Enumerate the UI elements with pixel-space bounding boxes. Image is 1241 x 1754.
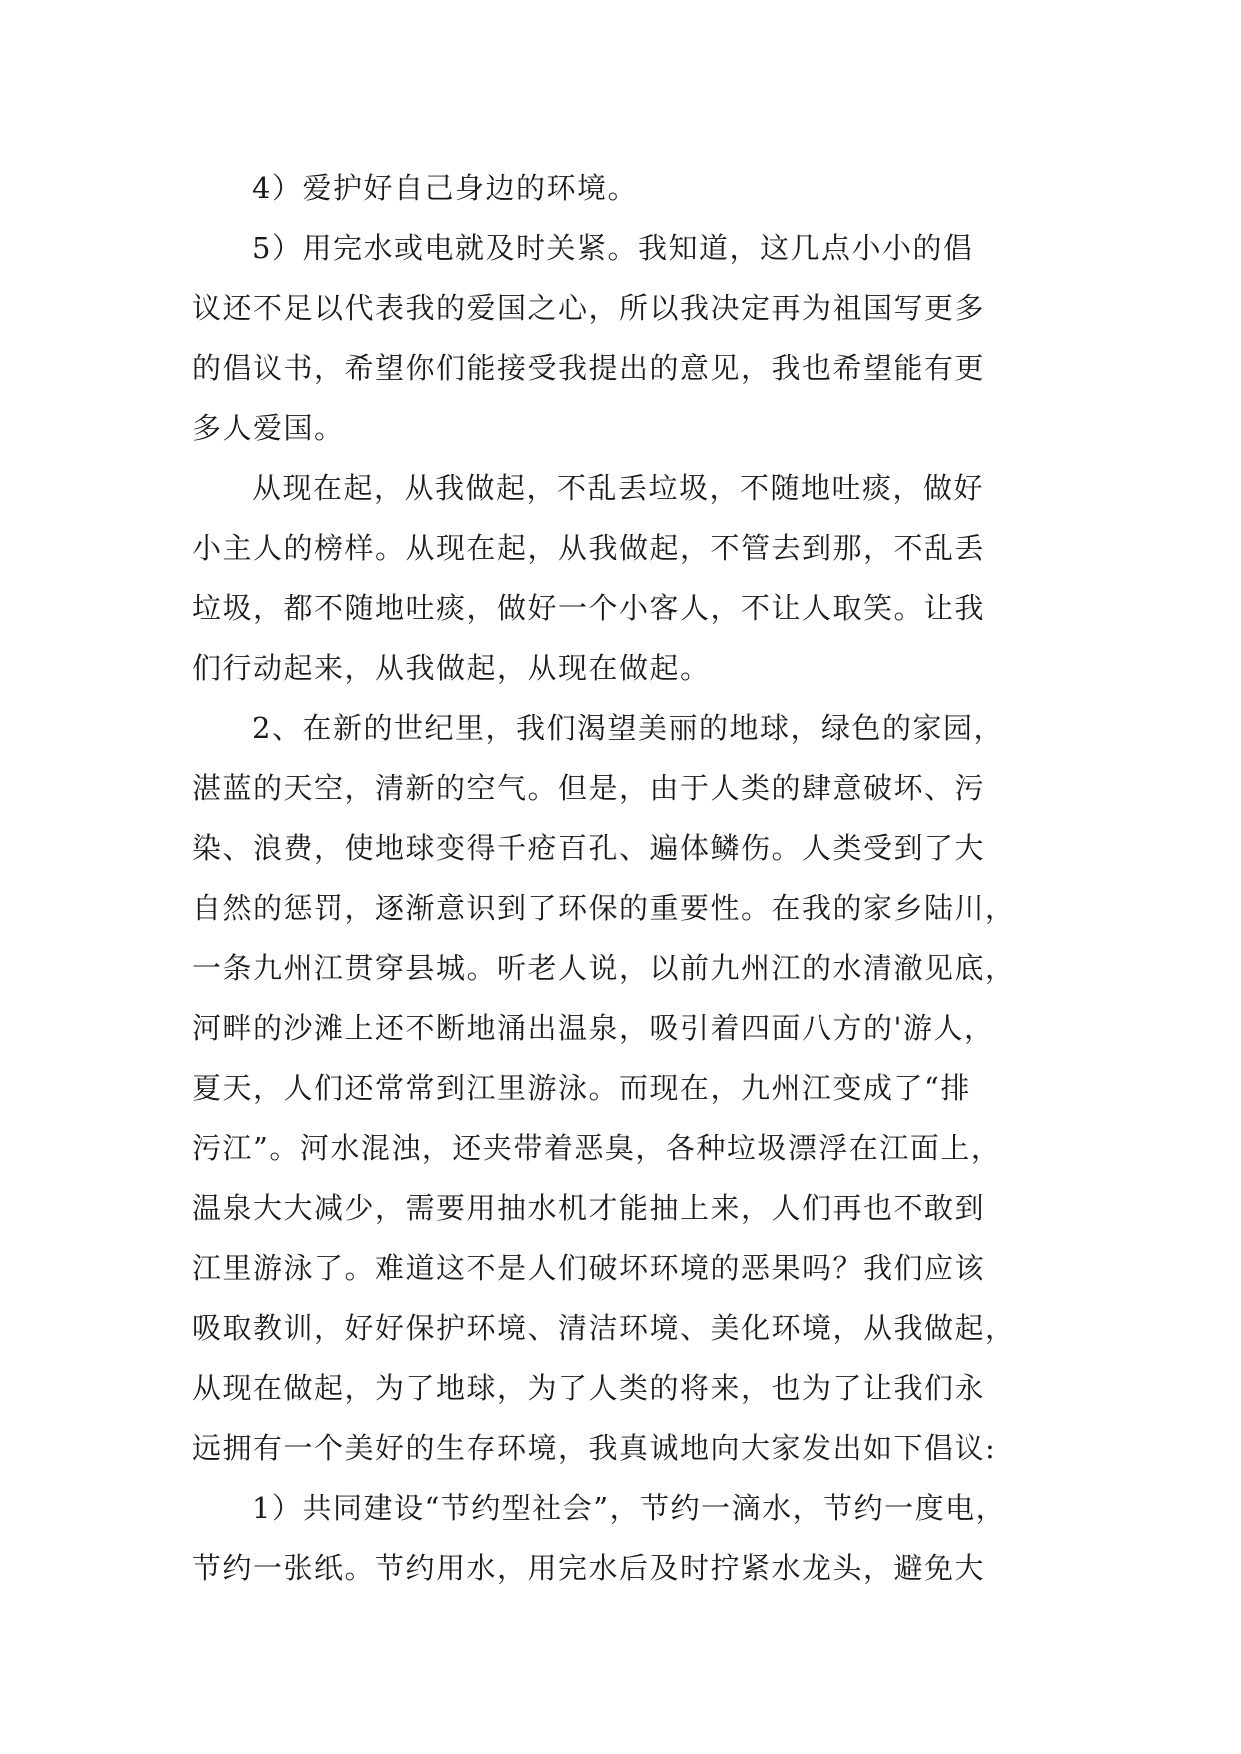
text-line: 节约一张纸。节约用水，用完水后及时拧紧水龙头，避免大 — [192, 1551, 986, 1585]
text-line: 污江”。河水混浊，还夹带着恶臭，各种垃圾漂浮在江面上， — [192, 1131, 1002, 1165]
text-line: 5）用完水或电就及时关紧。我知道，这几点小小的倡 — [252, 231, 974, 265]
text-line: 远拥有一个美好的生存环境，我真诚地向大家发出如下倡议: — [192, 1431, 997, 1465]
text-line: 小主人的榜样。从现在起，从我做起，不管去到那，不乱丢 — [192, 531, 986, 565]
text-line: 夏天，人们还常常到江里游泳。而现在，九州江变成了“排 — [192, 1071, 971, 1105]
text-line: 从现在做起，为了地球，为了人类的将来，也为了让我们永 — [192, 1371, 986, 1405]
text-line: 垃圾，都不随地吐痰，做好一个小客人，不让人取笑。让我 — [192, 591, 986, 625]
text-line: 自然的惩罚，逐渐意识到了环保的重要性。在我的家乡陆川， — [192, 891, 1016, 925]
text-line: 们行动起来，从我做起，从现在做起。 — [192, 651, 711, 685]
text-line: 从现在起，从我做起，不乱丢垃圾，不随地吐痰，做好 — [252, 471, 985, 505]
document-body — [192, 158, 1062, 1598]
text-line: 江里游泳了。难道这不是人们破坏环境的恶果吗？我们应该 — [192, 1251, 986, 1285]
text-line: 1）共同建设“节约型社会”，节约一滴水，节约一度电， — [252, 1491, 1007, 1525]
text-line: 染、浪费，使地球变得千疮百孔、遍体鳞伤。人类受到了大 — [192, 831, 986, 865]
text-line: 一条九州江贯穿县城。听老人说，以前九州江的水清澈见底， — [192, 951, 1016, 985]
text-line: 多人爱国。 — [192, 411, 345, 445]
text-line: 温泉大大减少，需要用抽水机才能抽上来，人们再也不敢到 — [192, 1191, 986, 1225]
text-line: 4）爱护好自己身边的环境。 — [252, 171, 638, 205]
text-line: 吸取教训，好好保护环境、清洁环境、美化环境，从我做起， — [192, 1311, 1016, 1345]
text-line: 河畔的沙滩上还不断地涌出温泉，吸引着四面八方的'游人， — [192, 1011, 995, 1045]
text-line: 的倡议书，希望你们能接受我提出的意见，我也希望能有更 — [192, 351, 986, 385]
text-line: 2、在新的世纪里，我们渴望美丽的地球，绿色的家园， — [252, 711, 1004, 745]
text-line: 湛蓝的天空，清新的空气。但是，由于人类的肆意破坏、污 — [192, 771, 986, 805]
text-line: 议还不足以代表我的爱国之心，所以我决定再为祖国写更多 — [192, 291, 986, 325]
